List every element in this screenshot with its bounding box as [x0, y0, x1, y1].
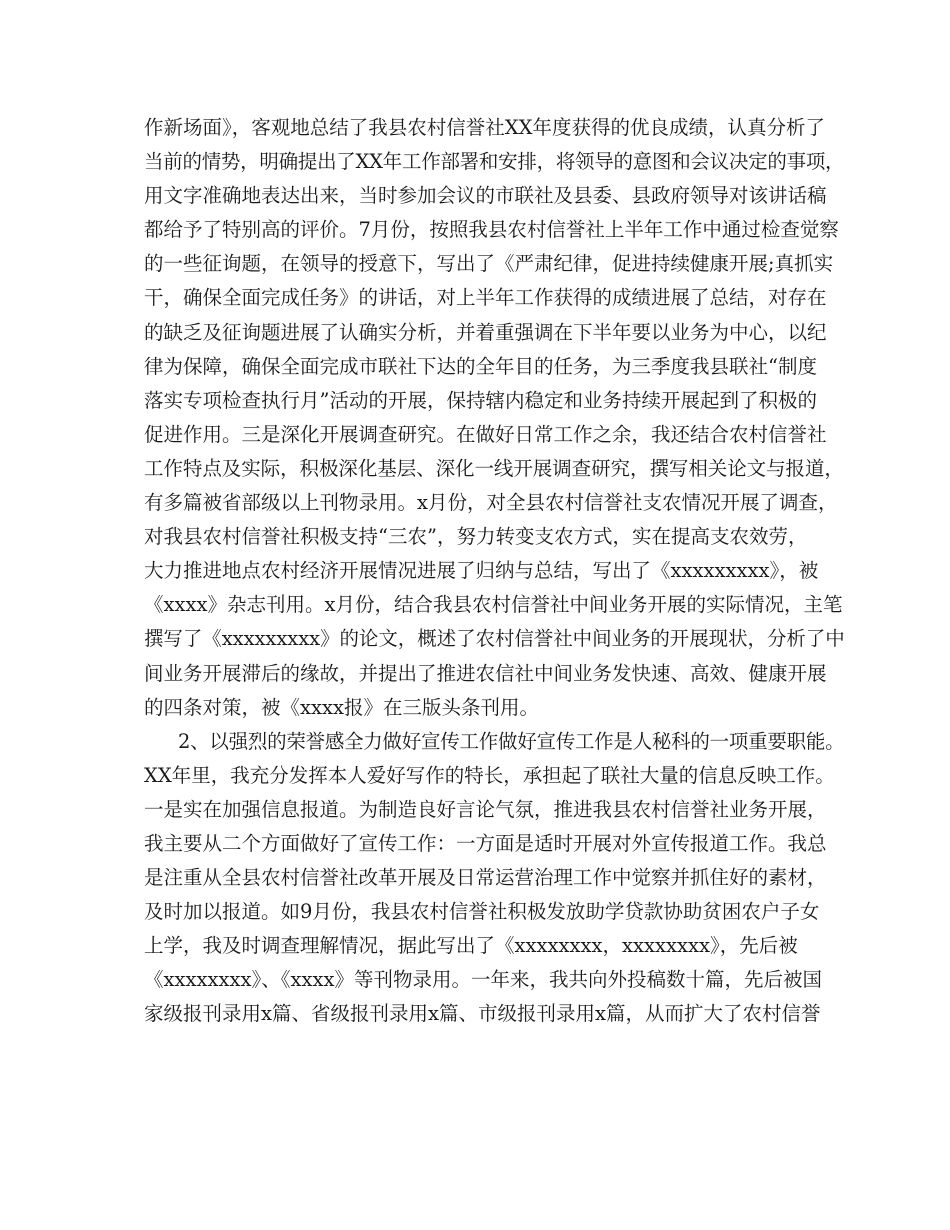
text-line: 律为保障，确保全面完成市联社下达的全年目的任务，为三季度我县联社“制度	[144, 354, 817, 378]
text-line: 用文字准确地表达出来，当时参加会议的市联社及县委、县政府领导对该讲话稿	[144, 184, 827, 208]
text-line: 对我县农村信誉社积极支持“三农”，努力转变支农方式，实在提高支农效劳，	[144, 525, 808, 549]
text-line: 都给予了特别高的评价。7月份，按照我县农村信誉社上半年工作中通过检查觉察	[144, 218, 839, 242]
text-line: 上学，我及时调查理解情况，据此写出了《xxxxxxxx，xxxxxxxx》，先后被	[144, 934, 798, 958]
text-line: 促进作用。三是深化开展调查研究。在做好日常工作之余，我还结合农村信誉社	[144, 422, 827, 446]
paragraph-start-line: 2、以强烈的荣誉感全力做好宣传工作做好宣传工作是人秘科的一项重要职能。	[178, 729, 845, 753]
text-line: 一是实在加强信息报道。为制造良好言论气氛，推进我县农村信誉社业务开展，	[144, 797, 827, 821]
text-line: 的四条对策，被《xxxx报》在三版头条刊用。	[144, 695, 539, 719]
text-line: 间业务开展滞后的缘故，并提出了推进农信社中间业务发快速、高效、健康开展	[144, 661, 827, 685]
text-line: 落实专项检查执行月”活动的开展，保持辖内稳定和业务持续开展起到了积极的	[144, 388, 817, 412]
text-line: 的缺乏及征询题进展了认确实分析，并着重强调在下半年要以业务为中心，以纪	[144, 320, 827, 344]
text-line: 《xxxxxxxx》、《xxxx》等刊物录用。一年来，我共向外投稿数十篇，先后被国	[144, 968, 822, 992]
text-line: 干，确保全面完成任务》的讲话，对上半年工作获得的成绩进展了总结，对存在	[144, 286, 827, 310]
text-line: XX年里，我充分发挥本人爱好写作的特长，承担起了联社大量的信息反映工作。	[144, 763, 835, 787]
text-line: 及时加以报道。如9月份，我县农村信誉社积极发放助学贷款协助贫困农户子女	[144, 900, 820, 924]
text-line: 大力推进地点农村经济开展情况进展了归纳与总结，写出了《xxxxxxxxx》，被	[144, 559, 819, 583]
text-line: 我主要从二个方面做好了宣传工作：一方面是适时开展对外宣传报道工作。我总	[144, 831, 827, 855]
text-line: 是注重从全县农村信誉社改革开展及日常运营治理工作中觉察并抓住好的素材，	[144, 866, 827, 890]
text-line: 工作特点及实际，积极深化基层、深化一线开展调查研究，撰写相关论文与报道，	[144, 456, 844, 480]
text-line: 《xxxx》杂志刊用。x月份，结合我县农村信誉社中间业务开展的实际情况，主笔	[144, 593, 843, 617]
text-line: 作新场面》，客观地总结了我县农村信誉社XX年度获得的优良成绩，认真分析了	[144, 116, 826, 139]
text-line: 家级报刊录用x篇、省级报刊录用x篇、市级报刊录用x篇，从而扩大了农村信誉	[144, 1002, 821, 1026]
text-line: 当前的情势，明确提出了XX年工作部署和安排，将领导的意图和会议决定的事项，	[144, 150, 845, 174]
body-text	[144, 111, 844, 1032]
text-line: 的一些征询题，在领导的授意下，写出了《严肃纪律，促进持续健康开展;真抓实	[144, 252, 834, 276]
text-line: 撰写了《xxxxxxxxx》的论文，概述了农村信誉社中间业务的开展现状，分析了中	[144, 627, 845, 651]
text-line: 有多篇被省部级以上刊物录用。x月份，对全县农村信誉社支农情况开展了调查，	[144, 491, 838, 515]
